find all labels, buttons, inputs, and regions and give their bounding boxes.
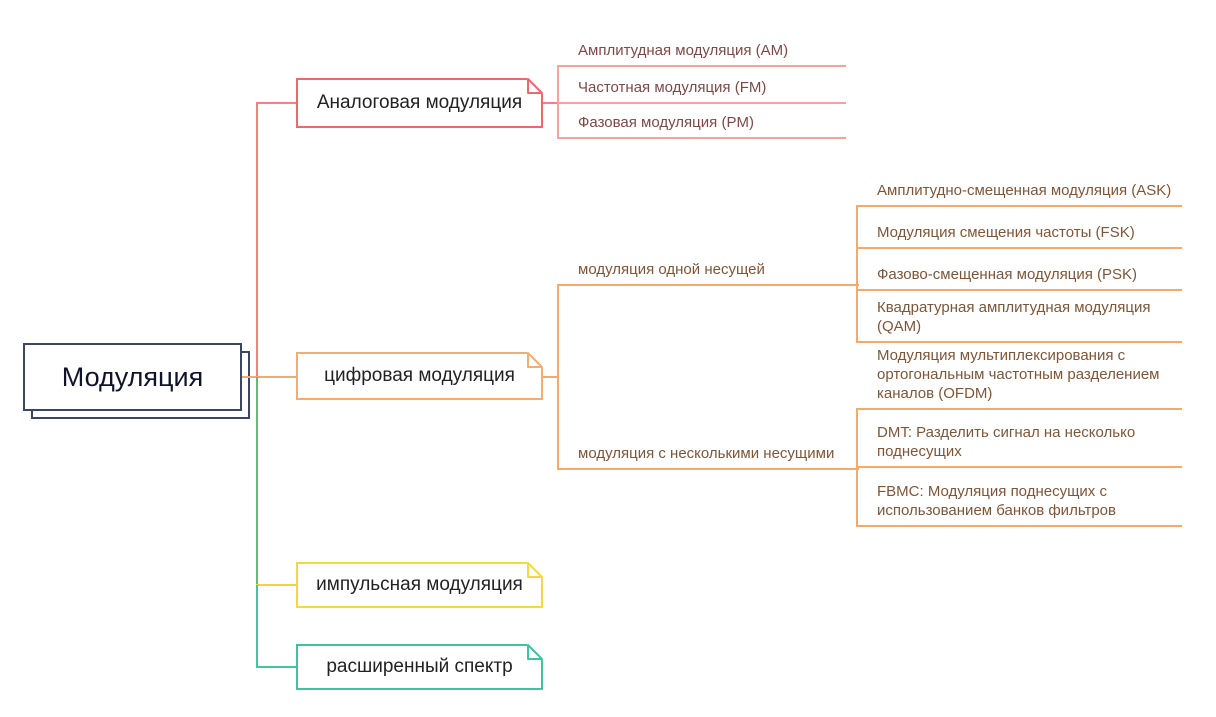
root-node[interactable]: [23, 343, 242, 411]
node-analog-modulation[interactable]: [296, 78, 543, 128]
node-fsk-label: Модуляция смещения частоты (FSK): [877, 224, 1135, 241]
node-single-carrier[interactable]: [558, 260, 859, 286]
node-fbmc[interactable]: [857, 482, 1182, 527]
connector-analog-out: [543, 102, 558, 104]
connector-analog-stub: [256, 102, 296, 104]
node-qam[interactable]: [857, 298, 1182, 343]
node-ofdm[interactable]: [857, 346, 1182, 410]
connector-digital-stub: [242, 376, 296, 378]
node-ask-label: Амплитудно-смещенная модуляция (ASK): [877, 182, 1172, 199]
dogear-icon: [527, 562, 543, 578]
node-analog-label: Аналоговая модуляция: [316, 92, 523, 113]
dogear-icon: [527, 644, 543, 660]
connector-analog-vertical: [256, 102, 258, 378]
node-am-label: Амплитудная модуляция (AM): [578, 42, 789, 59]
node-digital-label: цифровая модуляция: [324, 365, 515, 386]
node-fsk[interactable]: [857, 223, 1182, 249]
node-single-carrier-label: модуляция одной несущей: [578, 261, 765, 278]
node-digital-modulation[interactable]: [296, 352, 543, 400]
node-am[interactable]: [558, 41, 846, 67]
node-psk[interactable]: [857, 265, 1182, 291]
node-multi-carrier-label: модуляция с несколькими несущими: [578, 445, 835, 462]
node-pulse-label: импульсная модуляция: [316, 574, 523, 595]
node-dmt-label: DMT: Разделить сигнал на несколько поднесущих: [877, 424, 1136, 460]
dogear-icon: [527, 78, 543, 94]
node-fm-label: Частотная модуляция (FM): [578, 79, 767, 96]
dogear-icon: [527, 352, 543, 368]
node-qam-label: Квадратурная амплитудная модуляция (QAM): [877, 299, 1151, 335]
connector-digital-out: [543, 376, 558, 378]
node-ofdm-label: Модуляция мультиплексирования с ортогональным частотным разделением каналов (OFDM): [877, 347, 1160, 402]
node-spread-spectrum[interactable]: [296, 644, 543, 690]
connector-digital-children: [557, 284, 559, 470]
node-spread-label: расширенный спектр: [326, 656, 513, 677]
node-pulse-modulation[interactable]: [296, 562, 543, 608]
node-pm-label: Фазовая модуляция (PM): [578, 114, 754, 131]
node-dmt[interactable]: [857, 423, 1182, 468]
node-multi-carrier[interactable]: [558, 444, 859, 470]
node-pm[interactable]: [558, 113, 846, 139]
node-fbmc-label: FBMC: Модуляция поднесущих с использованием банков фильтров: [877, 483, 1116, 519]
root-label: Модуляция: [61, 361, 204, 392]
node-ask[interactable]: [857, 181, 1182, 207]
connector-lower-trunk: [256, 377, 258, 585]
connector-pulse-stub: [256, 584, 296, 586]
connector-spread-stub: [256, 666, 296, 668]
connector-spread-vertical: [256, 585, 258, 667]
node-psk-label: Фазово-смещенная модуляция (PSK): [877, 266, 1138, 283]
node-fm[interactable]: [558, 78, 846, 104]
